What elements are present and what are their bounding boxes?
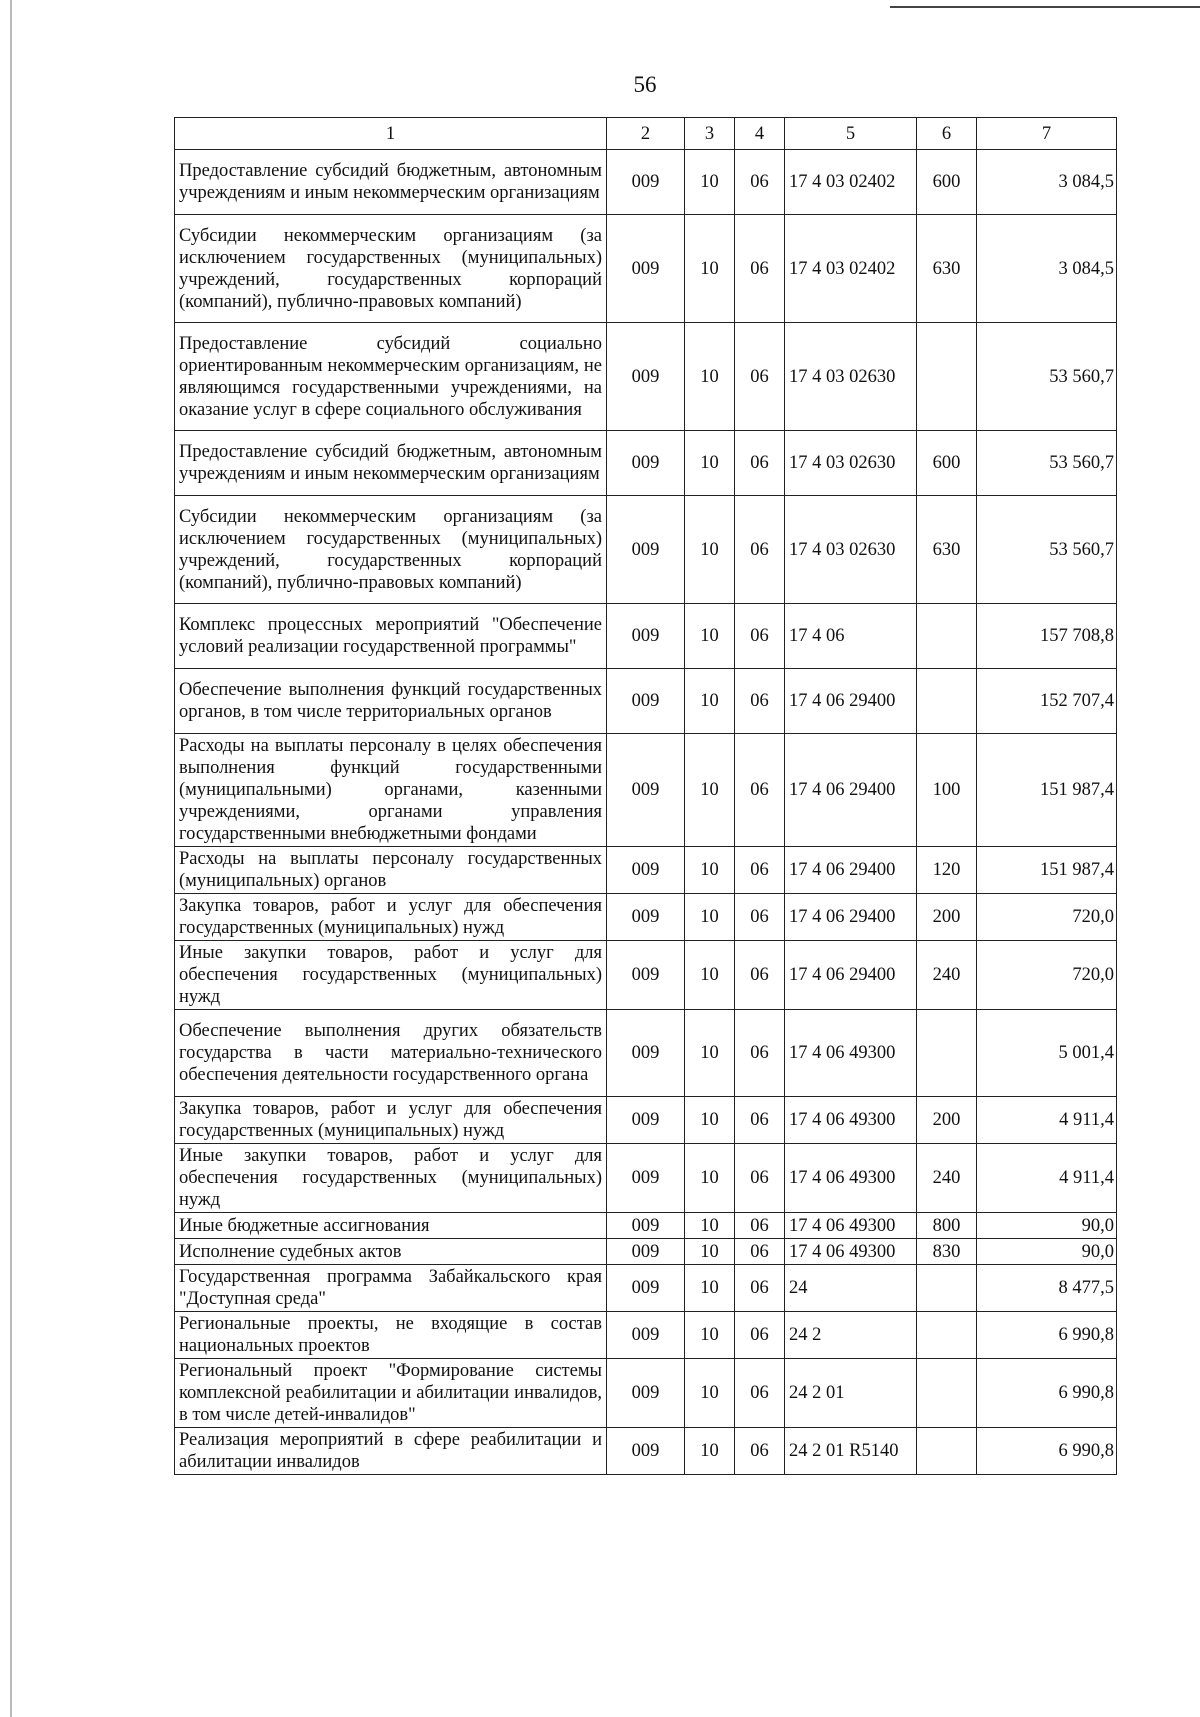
row-name: Реализация мероприятий в сфере реабилитации и абилитации инвалидов	[175, 1428, 607, 1475]
row-name: Закупка товаров, работ и услуг для обеспечения государственных (муниципальных) нужд	[175, 894, 607, 941]
row-col-3: 10	[685, 847, 735, 894]
budget-table	[174, 117, 1117, 1475]
row-col-6: 200	[917, 894, 977, 941]
row-col-4: 06	[735, 847, 785, 894]
row-col-2: 009	[607, 323, 685, 431]
row-name: Предоставление субсидий бюджетным, автономным учреждениям и иным некоммерческим организациям	[175, 150, 607, 215]
row-name: Субсидии некоммерческим организациям (за исключением государственных (муниципальных) учреждений, государственных корпораций (компаний), публично-правовых компаний)	[175, 496, 607, 604]
row-col-3: 10	[685, 215, 735, 323]
row-col-2: 009	[607, 669, 685, 734]
row-amount: 3 084,5	[977, 215, 1117, 323]
row-amount: 53 560,7	[977, 323, 1117, 431]
header-col-2: 2	[607, 118, 685, 150]
row-col-4: 06	[735, 1097, 785, 1144]
row-col-5: 17 4 06 29400	[785, 669, 917, 734]
row-col-6: 630	[917, 496, 977, 604]
row-name: Региональные проекты, не входящие в состав национальных проектов	[175, 1312, 607, 1359]
row-col-2: 009	[607, 1213, 685, 1239]
row-amount: 151 987,4	[977, 734, 1117, 847]
row-col-6: 600	[917, 150, 977, 215]
row-col-5: 17 4 06	[785, 604, 917, 669]
row-col-6: 100	[917, 734, 977, 847]
row-col-5: 17 4 06 49300	[785, 1213, 917, 1239]
table-row	[175, 604, 1117, 669]
row-name: Комплекс процессных мероприятий "Обеспечение условий реализации государственной программы"	[175, 604, 607, 669]
row-col-3: 10	[685, 734, 735, 847]
table-row	[175, 431, 1117, 496]
row-name: Обеспечение выполнения других обязательств государства в части материально-технического обеспечения деятельности государственного органа	[175, 1010, 607, 1097]
row-col-2: 009	[607, 734, 685, 847]
row-col-2: 009	[607, 1097, 685, 1144]
row-col-3: 10	[685, 669, 735, 734]
row-col-6: 800	[917, 1213, 977, 1239]
scan-top-line	[890, 6, 1200, 8]
row-col-5: 17 4 03 02402	[785, 215, 917, 323]
row-col-6	[917, 1359, 977, 1428]
row-name: Субсидии некоммерческим организациям (за исключением государственных (муниципальных) учреждений, государственных корпораций (компаний), публично-правовых компаний)	[175, 215, 607, 323]
row-col-4: 06	[735, 1265, 785, 1312]
row-col-4: 06	[735, 1144, 785, 1213]
table-row	[175, 894, 1117, 941]
row-col-4: 06	[735, 1213, 785, 1239]
table-row	[175, 847, 1117, 894]
row-col-4: 06	[735, 1428, 785, 1475]
row-col-4: 06	[735, 150, 785, 215]
table-header	[175, 118, 1117, 150]
row-col-2: 009	[607, 496, 685, 604]
table-row	[175, 1312, 1117, 1359]
row-col-5: 17 4 06 29400	[785, 734, 917, 847]
row-amount: 157 708,8	[977, 604, 1117, 669]
table-row	[175, 1265, 1117, 1312]
row-col-5: 17 4 06 29400	[785, 894, 917, 941]
row-amount: 152 707,4	[977, 669, 1117, 734]
row-col-6: 630	[917, 215, 977, 323]
row-col-4: 06	[735, 496, 785, 604]
table-row	[175, 1239, 1117, 1265]
row-amount: 3 084,5	[977, 150, 1117, 215]
row-col-3: 10	[685, 150, 735, 215]
row-col-4: 06	[735, 1239, 785, 1265]
row-col-3: 10	[685, 1359, 735, 1428]
row-col-2: 009	[607, 604, 685, 669]
row-amount: 53 560,7	[977, 496, 1117, 604]
row-amount: 720,0	[977, 894, 1117, 941]
row-col-4: 06	[735, 215, 785, 323]
row-col-3: 10	[685, 604, 735, 669]
table-row	[175, 1097, 1117, 1144]
table-row	[175, 1428, 1117, 1475]
row-amount: 151 987,4	[977, 847, 1117, 894]
row-col-4: 06	[735, 431, 785, 496]
row-col-3: 10	[685, 1097, 735, 1144]
row-col-3: 10	[685, 894, 735, 941]
row-amount: 4 911,4	[977, 1097, 1117, 1144]
row-col-5: 17 4 03 02630	[785, 496, 917, 604]
table-row	[175, 1144, 1117, 1213]
row-col-3: 10	[685, 431, 735, 496]
header-col-7: 7	[977, 118, 1117, 150]
row-col-6: 200	[917, 1097, 977, 1144]
row-col-4: 06	[735, 1359, 785, 1428]
row-col-5: 17 4 06 49300	[785, 1239, 917, 1265]
table-row	[175, 669, 1117, 734]
row-col-5: 24	[785, 1265, 917, 1312]
row-col-3: 10	[685, 1312, 735, 1359]
row-col-6	[917, 1010, 977, 1097]
row-col-4: 06	[735, 1312, 785, 1359]
row-col-2: 009	[607, 1010, 685, 1097]
row-amount: 720,0	[977, 941, 1117, 1010]
row-amount: 6 990,8	[977, 1428, 1117, 1475]
table-row	[175, 1213, 1117, 1239]
row-col-6	[917, 1428, 977, 1475]
row-col-5: 17 4 06 49300	[785, 1010, 917, 1097]
table-row	[175, 941, 1117, 1010]
row-col-4: 06	[735, 941, 785, 1010]
table-row	[175, 215, 1117, 323]
header-row	[175, 118, 1117, 150]
row-col-5: 17 4 03 02402	[785, 150, 917, 215]
row-col-4: 06	[735, 323, 785, 431]
row-col-6: 830	[917, 1239, 977, 1265]
row-col-3: 10	[685, 1265, 735, 1312]
row-col-2: 009	[607, 1265, 685, 1312]
row-amount: 53 560,7	[977, 431, 1117, 496]
table-row	[175, 1359, 1117, 1428]
row-col-3: 10	[685, 1144, 735, 1213]
row-col-5: 24 2 01	[785, 1359, 917, 1428]
row-col-2: 009	[607, 150, 685, 215]
table-body	[175, 150, 1117, 1475]
row-col-4: 06	[735, 669, 785, 734]
row-col-2: 009	[607, 1428, 685, 1475]
row-col-4: 06	[735, 1010, 785, 1097]
row-col-4: 06	[735, 734, 785, 847]
row-col-5: 17 4 06 29400	[785, 847, 917, 894]
row-col-5: 24 2 01 R5140	[785, 1428, 917, 1475]
row-col-3: 10	[685, 1213, 735, 1239]
row-col-2: 009	[607, 894, 685, 941]
row-name: Предоставление субсидий бюджетным, автономным учреждениям и иным некоммерческим организациям	[175, 431, 607, 496]
row-col-5: 17 4 06 49300	[785, 1097, 917, 1144]
row-col-6	[917, 1265, 977, 1312]
table-row	[175, 1010, 1117, 1097]
row-col-2: 009	[607, 1359, 685, 1428]
row-col-2: 009	[607, 941, 685, 1010]
row-col-5: 24 2	[785, 1312, 917, 1359]
row-col-5: 17 4 06 49300	[785, 1144, 917, 1213]
row-col-3: 10	[685, 941, 735, 1010]
row-name: Государственная программа Забайкальского края "Доступная среда"	[175, 1265, 607, 1312]
table-row	[175, 323, 1117, 431]
row-name: Иные закупки товаров, работ и услуг для обеспечения государственных (муниципальных) нужд	[175, 1144, 607, 1213]
row-col-6	[917, 323, 977, 431]
row-name: Региональный проект "Формирование системы комплексной реабилитации и абилитации инвалидов, в том числе детей-инвалидов"	[175, 1359, 607, 1428]
row-col-2: 009	[607, 431, 685, 496]
row-col-3: 10	[685, 323, 735, 431]
row-name: Закупка товаров, работ и услуг для обеспечения государственных (муниципальных) нужд	[175, 1097, 607, 1144]
header-col-6: 6	[917, 118, 977, 150]
row-name: Иные бюджетные ассигнования	[175, 1213, 607, 1239]
row-col-6	[917, 1312, 977, 1359]
row-col-4: 06	[735, 604, 785, 669]
table-row	[175, 734, 1117, 847]
row-name: Обеспечение выполнения функций государственных органов, в том числе территориальных органов	[175, 669, 607, 734]
row-col-4: 06	[735, 894, 785, 941]
row-col-2: 009	[607, 1144, 685, 1213]
table-row	[175, 150, 1117, 215]
row-amount: 5 001,4	[977, 1010, 1117, 1097]
scan-edge-line	[10, 0, 12, 1717]
row-col-6: 120	[917, 847, 977, 894]
header-col-1: 1	[175, 118, 607, 150]
row-name: Иные закупки товаров, работ и услуг для обеспечения государственных (муниципальных) нужд	[175, 941, 607, 1010]
row-amount: 6 990,8	[977, 1312, 1117, 1359]
row-col-6: 240	[917, 1144, 977, 1213]
row-col-3: 10	[685, 1010, 735, 1097]
page-number: 56	[633, 72, 657, 97]
row-amount: 90,0	[977, 1213, 1117, 1239]
header-col-3: 3	[685, 118, 735, 150]
row-col-2: 009	[607, 847, 685, 894]
row-col-3: 10	[685, 1428, 735, 1475]
row-amount: 90,0	[977, 1239, 1117, 1265]
row-amount: 6 990,8	[977, 1359, 1117, 1428]
row-name: Предоставление субсидий социально ориентированным некоммерческим организациям, не являющимся государственными учреждениями, на оказание услуг в сфере социального обслуживания	[175, 323, 607, 431]
row-name: Расходы на выплаты персоналу в целях обеспечения выполнения функций государственными (муниципальными) органами, казенными учреждениями, органами управления государственными внебюджетными фондами	[175, 734, 607, 847]
row-col-5: 17 4 03 02630	[785, 323, 917, 431]
row-col-2: 009	[607, 1239, 685, 1265]
row-amount: 8 477,5	[977, 1265, 1117, 1312]
row-col-2: 009	[607, 1312, 685, 1359]
row-amount: 4 911,4	[977, 1144, 1117, 1213]
row-col-6: 240	[917, 941, 977, 1010]
row-name: Расходы на выплаты персоналу государственных (муниципальных) органов	[175, 847, 607, 894]
row-col-6	[917, 669, 977, 734]
row-col-5: 17 4 06 29400	[785, 941, 917, 1010]
row-name: Исполнение судебных актов	[175, 1239, 607, 1265]
row-col-5: 17 4 03 02630	[785, 431, 917, 496]
row-col-2: 009	[607, 215, 685, 323]
row-col-3: 10	[685, 1239, 735, 1265]
header-col-5: 5	[785, 118, 917, 150]
header-col-4: 4	[735, 118, 785, 150]
row-col-6: 600	[917, 431, 977, 496]
table-row	[175, 496, 1117, 604]
row-col-6	[917, 604, 977, 669]
row-col-3: 10	[685, 496, 735, 604]
